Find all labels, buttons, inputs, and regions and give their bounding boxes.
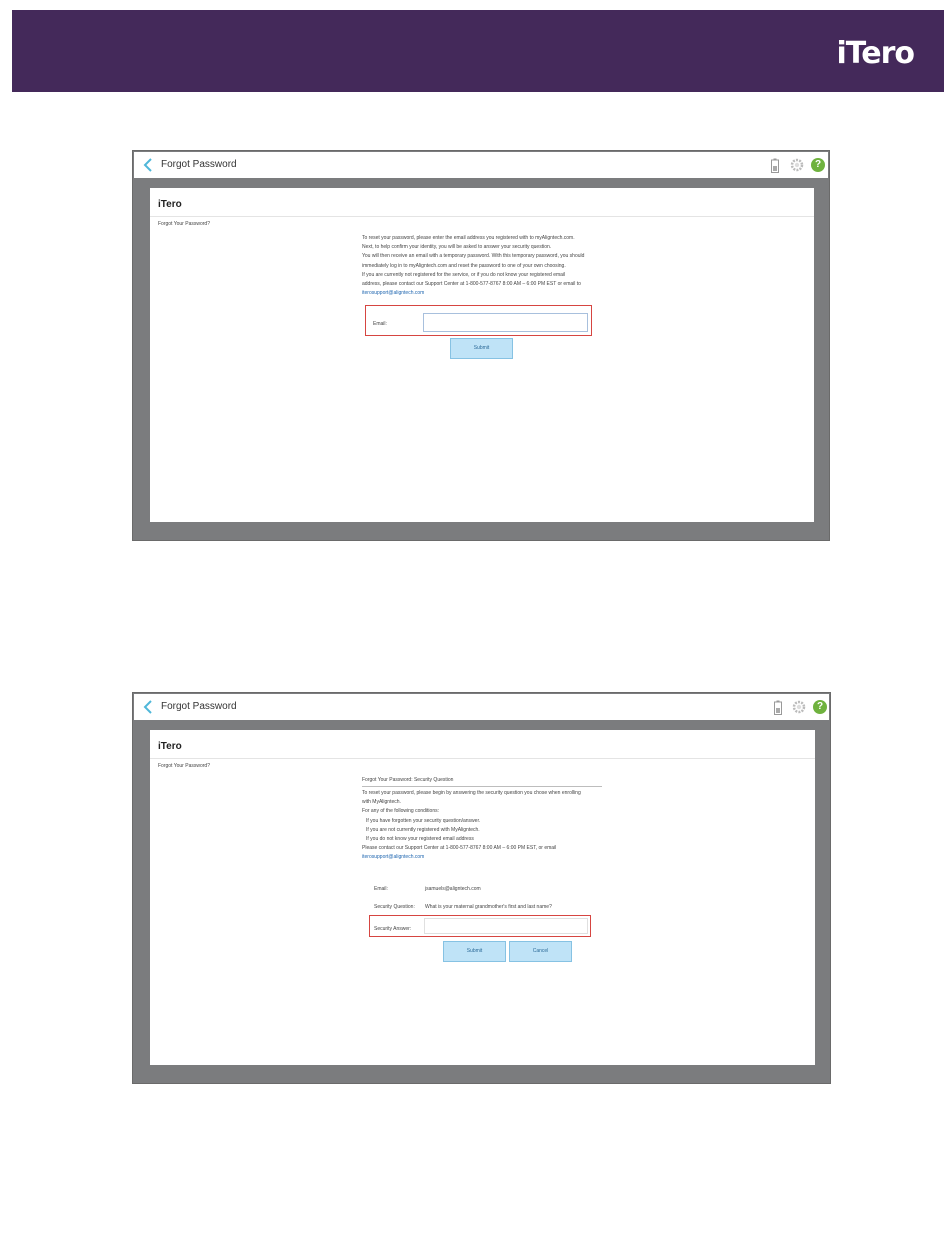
screenshot-security-question [132,692,831,1084]
divider [150,216,814,217]
instructions: To reset your password, please begin by answering the security question you chose when enrolling with MyAligntech. For any of the following conditions: If you have forgotten your security question/answer. If you are not currently registered with MyAligntech. If you do not know your registered email address Please contact our Support Center at 1-800-577-8767 8:00 AM – 6:00 PM EST, or email iterosupport@aligntech.com [362,789,602,863]
window-title: Forgot Password [161,159,237,170]
help-icon[interactable]: ? [813,700,827,714]
cancel-button[interactable]: Cancel [509,941,572,962]
security-question-value: What is your maternal grandmother's first and last name? [425,904,552,910]
help-icon[interactable]: ? [811,158,825,172]
email-label: Email: [373,321,387,327]
email-label: Email: [374,886,388,892]
title-bar [134,694,829,720]
panel-logo: iTero [158,199,182,210]
email-value: jsamuels@aligntech.com [425,886,481,892]
battery-icon [774,700,782,715]
email-input[interactable] [423,313,588,332]
panel-logo: iTero [158,741,182,752]
panel-heading: Forgot Your Password? [158,221,210,227]
screenshot-forgot-password-email [132,150,830,541]
security-question-label: Security Question: [374,904,415,910]
itero-logo: iTero [836,36,914,71]
battery-icon [771,158,779,173]
header-banner [12,10,944,92]
window-title: Forgot Password [161,701,237,712]
chevron-left-icon[interactable] [142,158,154,172]
support-email-link[interactable]: iterosupport@aligntech.com [362,290,425,297]
instructions: To reset your password, please enter the email address you registered with to myAligntech.com. Next, to help confirm your identity, you will be asked to answer your security question. You will then receive an email with a temporary password. With this temporary password, you should immediately log in to myAligntech.com and reset the password to one of your own choosing. If you are currently not registered for the service, or if you do not know your registered email address, please contact our Support Center at 1-800-577-8767 8:00 AM – 6:00 PM EST or email to iterosupport@aligntech.com [362,234,602,298]
security-answer-label: Security Answer: [374,926,412,932]
gear-icon[interactable] [790,158,804,172]
gear-icon[interactable] [792,700,806,714]
title-bar [134,152,828,178]
submit-button[interactable]: Submit [450,338,513,359]
forgot-password-panel [150,188,814,522]
divider [150,758,815,759]
section-title: Forgot Your Password: Security Question [362,777,454,783]
submit-button[interactable]: Submit [443,941,506,962]
section-underline [362,786,602,787]
support-email-link[interactable]: iterosupport@aligntech.com [362,854,425,861]
security-question-panel [150,730,815,1065]
panel-heading: Forgot Your Password? [158,763,210,769]
chevron-left-icon[interactable] [142,700,154,714]
security-answer-input[interactable] [424,918,588,934]
